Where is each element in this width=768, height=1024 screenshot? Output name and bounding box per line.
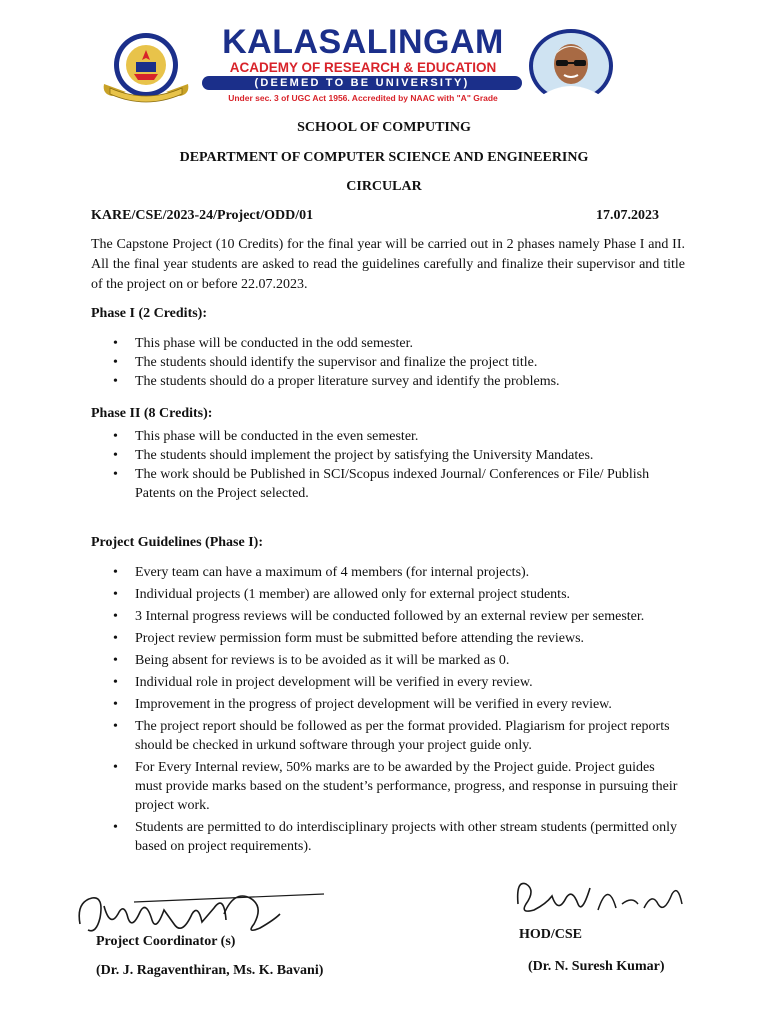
hod-signature <box>512 874 692 930</box>
list-item: • Students are permitted to do interdisciplinary projects with other stream students (permitted only based on project requirements). <box>91 818 685 856</box>
list-item: • The project report should be followed as per the format provided. Plagiarism for project reports should be checked in urkund software through your project guide only. <box>91 717 685 755</box>
reference-number: KARE/CSE/2023-24/Project/ODD/01 <box>91 208 314 223</box>
reference-line <box>91 207 659 225</box>
department-title: DEPARTMENT OF COMPUTER SCIENCE AND ENGINEERING <box>179 150 589 165</box>
coordinator-title: Project Coordinator (s) <box>96 934 236 949</box>
phase2-list <box>91 427 685 503</box>
guidelines-heading: Project Guidelines (Phase I): <box>91 535 263 550</box>
list-item: • Project review permission form must be submitted before attending the reviews. <box>91 629 685 648</box>
founder-portrait-icon <box>528 28 614 104</box>
school-title: SCHOOL OF COMPUTING <box>297 120 471 135</box>
deemed-banner: (DEEMED TO BE UNIVERSITY) <box>202 76 522 90</box>
list-item: • For Every Internal review, 50% marks are to be awarded by the Project guide. Project guides must provide marks based on the student’s performance, progress, and response in pursuing their project work. <box>91 758 685 815</box>
intro-paragraph: The Capstone Project (10 Credits) for the final year will be carried out in 2 phases namely Phase I and II. All the final year students are asked to read the guidelines carefully and finalize their supervisor and title of the project on or before 22.07.2023. <box>91 237 685 292</box>
circular-date: 17.07.2023 <box>596 208 659 223</box>
list-item: • The students should do a proper literature survey and identify the problems. <box>91 372 685 391</box>
academy-name: ACADEMY OF RESEARCH & EDUCATION <box>229 60 497 75</box>
phase2-heading: Phase II (8 Credits): <box>91 406 213 421</box>
list-item: • Improvement in the progress of project development will be verified in every review. <box>91 695 685 714</box>
list-item: • The students should implement the project by satisfying the University Mandates. <box>91 446 685 465</box>
list-item: • This phase will be conducted in the even semester. <box>91 427 685 446</box>
phase1-list <box>91 334 685 391</box>
university-seal-icon <box>98 30 194 104</box>
list-item: • Being absent for reviews is to be avoided as it will be marked as 0. <box>91 651 685 670</box>
list-item: • Individual projects (1 member) are allowed only for external project students. <box>91 585 685 604</box>
list-item: • This phase will be conducted in the odd semester. <box>91 334 685 353</box>
circular-title: CIRCULAR <box>346 179 422 194</box>
letterhead <box>0 0 768 112</box>
hod-title: HOD/CSE <box>519 927 583 942</box>
hod-name: (Dr. N. Suresh Kumar) <box>528 959 665 974</box>
list-item: • 3 Internal progress reviews will be conducted followed by an external review per semester. <box>91 607 685 626</box>
list-item: • Every team can have a maximum of 4 members (for internal projects). <box>91 563 685 582</box>
list-item: • Individual role in project development will be verified in every review. <box>91 673 685 692</box>
guidelines-list <box>91 563 685 859</box>
coordinator-names: (Dr. J. Ragaventhiran, Ms. K. Bavani) <box>96 963 324 978</box>
list-item: • The students should identify the supervisor and finalize the project title. <box>91 353 685 372</box>
phase1-heading: Phase I (2 Credits): <box>91 306 208 321</box>
accreditation-line: Under sec. 3 of UGC Act 1956. Accredited by NAAC with "A" Grade <box>228 93 498 103</box>
institution-name: KALASALINGAM <box>222 23 504 61</box>
list-item: • The work should be Published in SCI/Scopus indexed Journal/ Conferences or File/ Publish Patents on the Project selected. <box>91 465 685 503</box>
